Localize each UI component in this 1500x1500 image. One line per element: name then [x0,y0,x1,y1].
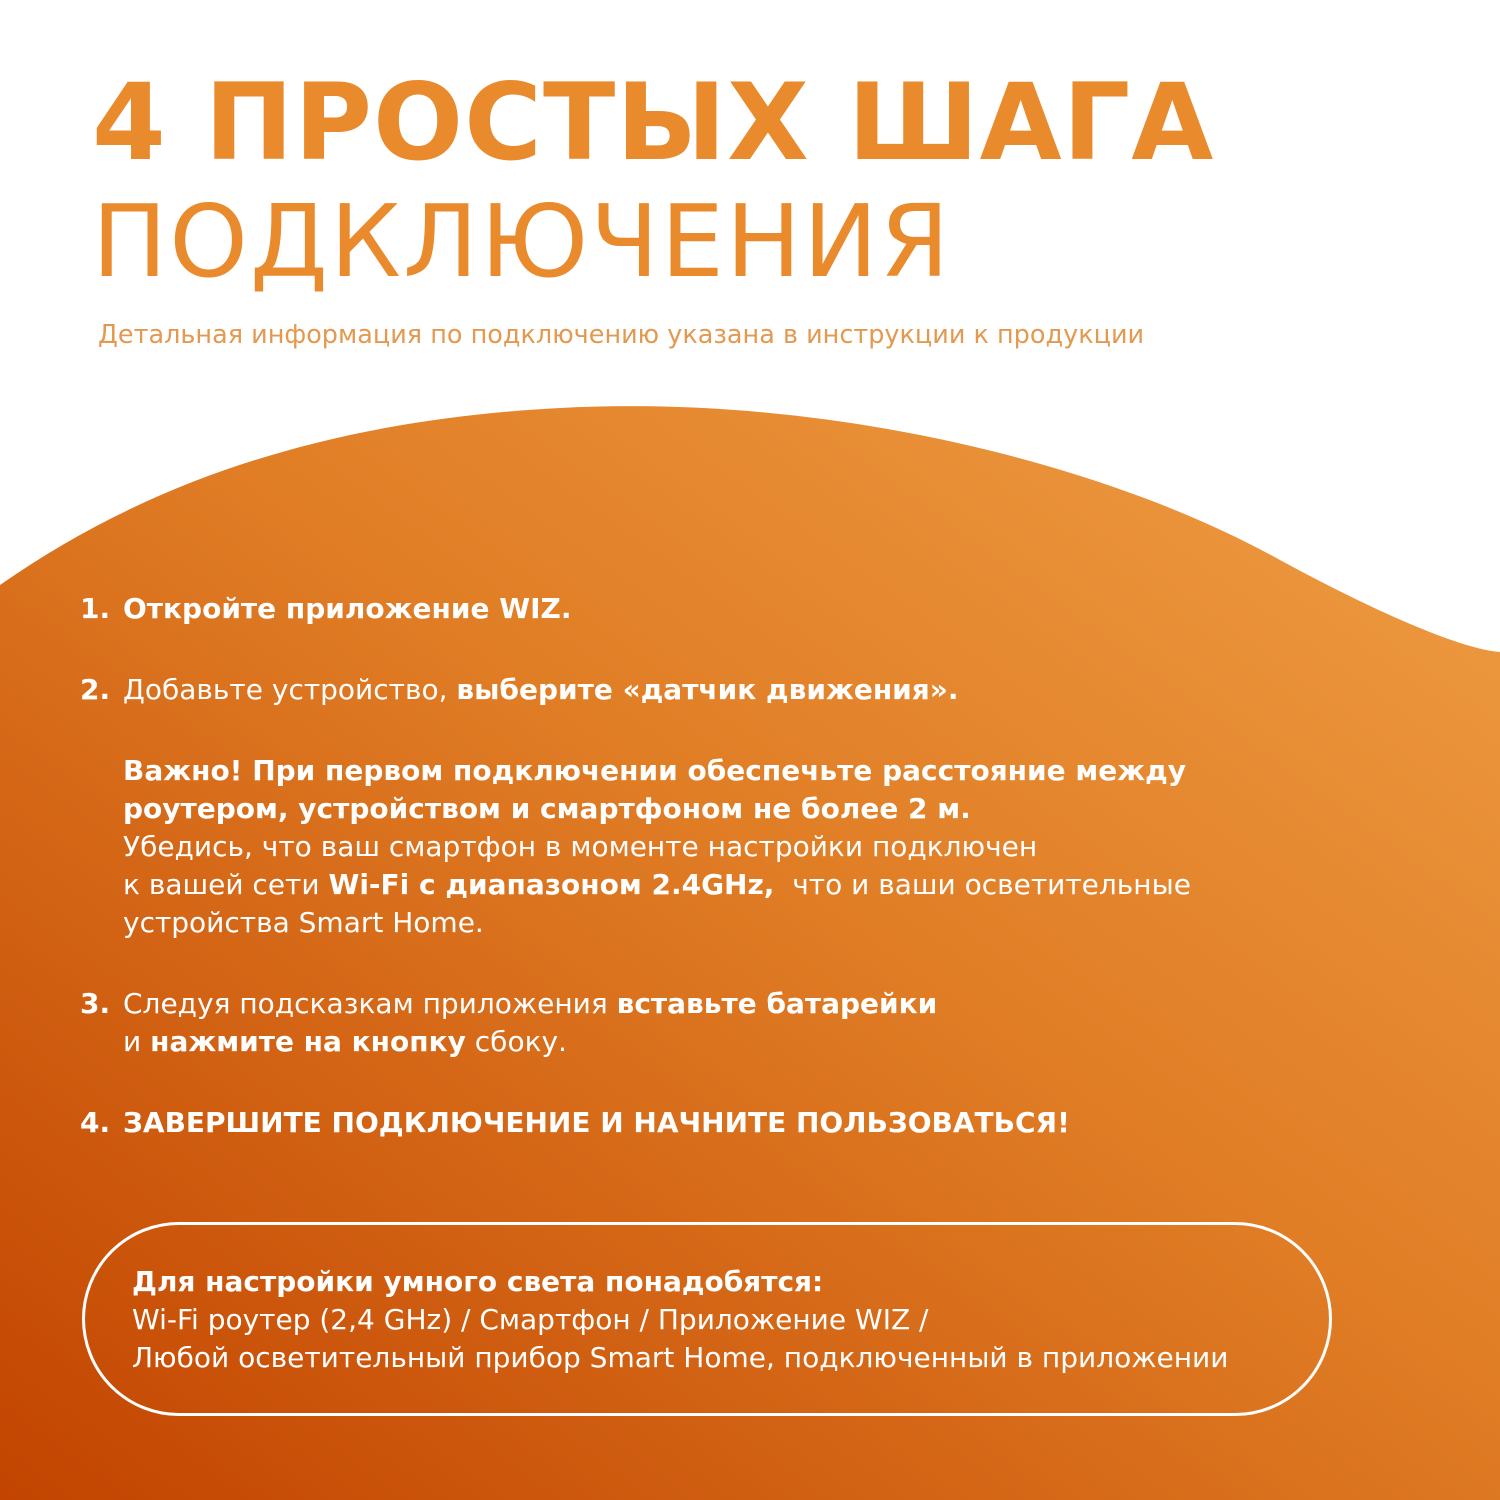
requirements-text [132,1263,1228,1377]
step-number: 2. [80,673,111,706]
step-text: ЗАВЕРШИТЕ ПОДКЛЮЧЕНИЕ И НАЧНИТЕ ПОЛЬЗОВАТЬСЯ! [123,1106,1070,1139]
step-text-bold: выберите «датчик движения». [456,673,959,706]
page-title-sub: ПОДКЛЮЧЕНИЯ [92,183,952,300]
important-note-line: роутером, устройством и смартфоном не более 2 м. [123,792,971,825]
page-subtitle: Детальная информация по подключению указана в инструкции к продукции [98,320,1145,350]
step-text-regular: Следуя подсказкам приложения [123,987,617,1020]
step-number: 4. [80,1106,111,1139]
wifi-note-line: устройства Smart Home. [123,906,484,939]
step-number: 1. [80,592,111,625]
step-text-regular: Добавьте устройство, [123,673,457,706]
step-text-line [123,1023,1453,1061]
step-number: 3. [80,987,111,1020]
important-note-line: Важно! При первом подключении обеспечьте расстояние между [123,754,1186,787]
requirements-line: Wi-Fi роутер (2,4 GHz) / Смартфон / Приложение WIZ / [132,1303,929,1336]
wifi-note [123,828,1453,942]
wifi-note-line [123,866,1453,904]
important-note [123,752,1453,828]
step-text-regular: и [123,1025,151,1058]
step-text-bold: вставьте батарейки [616,987,938,1020]
wifi-note-text: к вашей сети [123,868,329,901]
page-title: 4 ПРОСТЫХ ШАГА [92,61,1215,184]
step-text-regular: сбоку. [465,1025,567,1058]
step-text [123,985,1453,1061]
wifi-note-bold: Wi-Fi с диапазоном 2.4GHz, [328,868,775,901]
step-text: Откройте приложение WIZ. [123,592,572,625]
wifi-note-text: что и ваши осветительные [774,868,1191,901]
wifi-note-line: Убедись, что ваш смартфон в моменте настройки подключен [123,830,1038,863]
requirements-line: Любой осветительный прибор Smart Home, подключенный в приложении [132,1341,1229,1374]
step-text [123,671,1453,709]
step-text-line [123,985,1453,1023]
requirements-title: Для настройки умного света понадобятся: [132,1265,824,1298]
step-text-bold: нажмите на кнопку [150,1025,466,1058]
